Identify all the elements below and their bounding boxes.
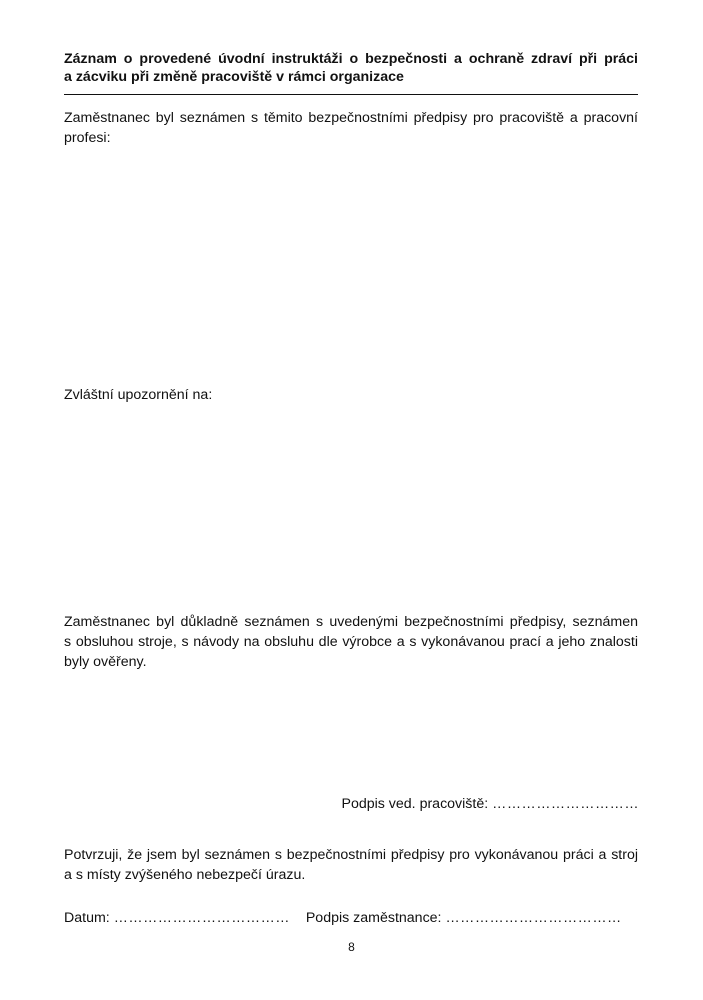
verification-paragraph	[64, 612, 638, 672]
employee-signature-field: ………………………………	[445, 910, 622, 926]
supervisor-signature-field: …………………………	[492, 796, 639, 812]
verification-line-3: byly ověřeny.	[64, 654, 147, 670]
document-title	[64, 50, 638, 86]
verification-line-2: s obsluhou stroje, s návody na obsluhu dle výrobce a s vykonávanou prací a jeho znalosti	[64, 634, 638, 650]
special-notice-text: Zvláštní upozornění na:	[64, 387, 213, 403]
date-field: ………………………………	[113, 910, 290, 926]
confirmation-line-1: Potvrzuji, že jsem byl seznámen s bezpečnostními předpisy pro vykonávanou práci a stroj	[64, 847, 638, 863]
employee-signature-label: Podpis zaměstnance:	[305, 910, 442, 926]
page-number: 8	[348, 940, 355, 954]
regulations-paragraph	[64, 108, 638, 148]
title-line-1: Záznam o provedené úvodní instruktáži o bezpečnosti a ochraně zdraví při práci	[64, 51, 638, 67]
confirmation-line-2: a s místy zvýšeného nebezpečí úrazu.	[64, 867, 306, 883]
confirmation-paragraph	[64, 845, 638, 885]
special-notice-label	[64, 385, 638, 405]
regulations-line-1: Zaměstnanec byl seznámen s těmito bezpečnostními předpisy pro pracoviště a pracovní	[64, 110, 638, 126]
date-and-employee-signature-row	[64, 908, 640, 928]
regulations-line-2: profesi:	[64, 130, 111, 146]
title-line-2: a zácviku při změně pracoviště v rámci organizace	[64, 69, 404, 85]
date-label: Datum:	[64, 910, 110, 926]
supervisor-signature-line	[341, 794, 639, 814]
title-divider	[64, 94, 638, 95]
verification-line-1: Zaměstnanec byl důkladně seznámen s uvedenými bezpečnostními předpisy, seznámen	[64, 614, 638, 630]
supervisor-signature-label: Podpis ved. pracoviště:	[341, 796, 489, 812]
